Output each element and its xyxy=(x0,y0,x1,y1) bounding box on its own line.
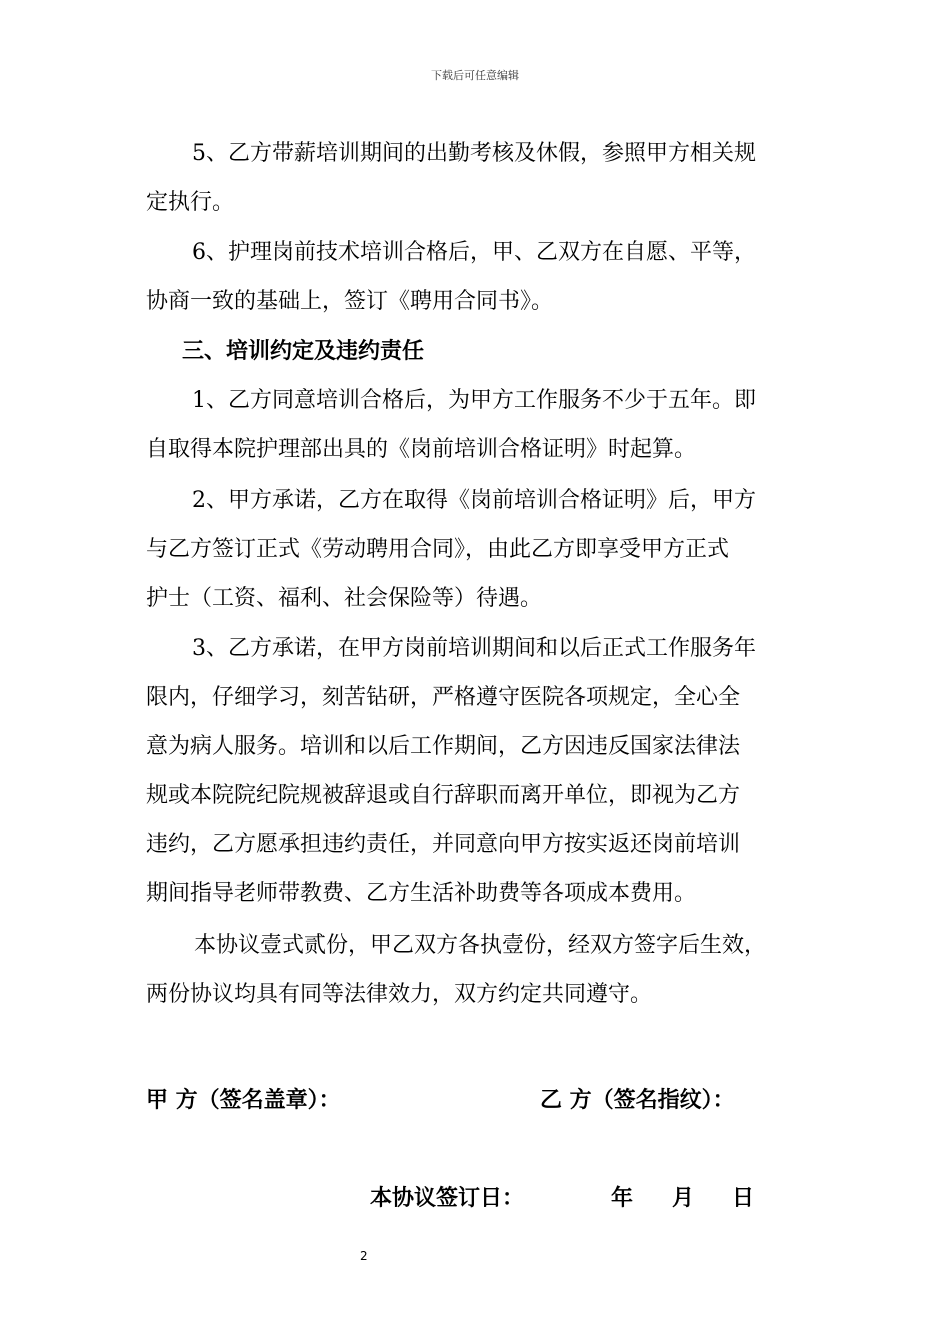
clause-3-1 xyxy=(146,376,836,474)
clause-5 xyxy=(146,129,836,227)
section-heading xyxy=(182,327,872,376)
header-note: 下载后可任意编辑 xyxy=(431,69,519,82)
closing-clause xyxy=(146,921,836,1019)
clause-3-2-line-1: 2、甲方承诺，乙方在取得《岗前培训合格证明》后，甲方 xyxy=(192,488,756,513)
closing-clause-line-2: 两份协议均具有同等法律效力，双方约定共同遵守。 xyxy=(146,982,653,1007)
signing-date-year: 年 xyxy=(611,1186,634,1211)
section-heading-text: 三、培训约定及违约责任 xyxy=(182,339,425,364)
clause-3-1-line-2: 自取得本院护理部出具的《岗前培训合格证明》时起算。 xyxy=(146,437,697,462)
signing-date-month: 月 xyxy=(672,1186,695,1211)
clause-3-3-line-4: 规或本院院纪院规被辞退或自行辞职而离开单位，即视为乙方 xyxy=(146,783,741,808)
clause-3-3-line-6: 期间指导老师带教费、乙方生活补助费等各项成本费用。 xyxy=(146,881,697,906)
closing-clause-line-1: 本协议壹式贰份，甲乙双方各执壹份，经双方签字后生效， xyxy=(194,933,767,958)
clause-3-2 xyxy=(146,476,836,623)
page-number: 2 xyxy=(360,1249,368,1263)
clause-6-line-2: 协商一致的基础上，签订《聘用合同书》。 xyxy=(146,289,554,314)
clause-3-3-line-3: 意为病人服务。培训和以后工作期间，乙方因违反国家法律法 xyxy=(146,734,741,759)
clause-3-3-line-1: 3、乙方承诺，在甲方岗前培训期间和以后正式工作服务年 xyxy=(192,636,756,661)
signing-date-label: 本协议签订日： xyxy=(370,1186,525,1211)
clause-3-2-line-2: 与乙方签订正式《劳动聘用合同》，由此乙方即享受甲方正式 xyxy=(146,537,730,562)
signing-date-day: 日 xyxy=(732,1186,755,1211)
clause-3-3 xyxy=(146,624,836,918)
clause-3-1-line-1: 1、乙方同意培训合格后，为甲方工作服务不少于五年。即 xyxy=(192,388,756,413)
party-b-signature-label: 乙 方（签名指纹）： xyxy=(540,1088,735,1113)
clause-3-3-line-5: 违约，乙方愿承担违约责任，并同意向甲方按实返还岗前培训 xyxy=(146,832,741,857)
clause-3-2-line-3: 护士（工资、福利、社会保险等）待遇。 xyxy=(146,586,543,611)
clause-6-line-1: 6、护理岗前技术培训合格后，甲、乙双方在自愿、平等， xyxy=(192,240,756,265)
clause-5-line-1: 5、乙方带薪培训期间的出勤考核及休假，参照甲方相关规 xyxy=(192,141,756,166)
party-a-signature-label: 甲 方（签名盖章）： xyxy=(146,1088,341,1113)
clause-5-line-2: 定执行。 xyxy=(146,190,235,215)
clause-6 xyxy=(146,228,836,326)
clause-3-3-line-2: 限内，仔细学习，刻苦钻研，严格遵守医院各项规定，全心全 xyxy=(146,685,741,710)
